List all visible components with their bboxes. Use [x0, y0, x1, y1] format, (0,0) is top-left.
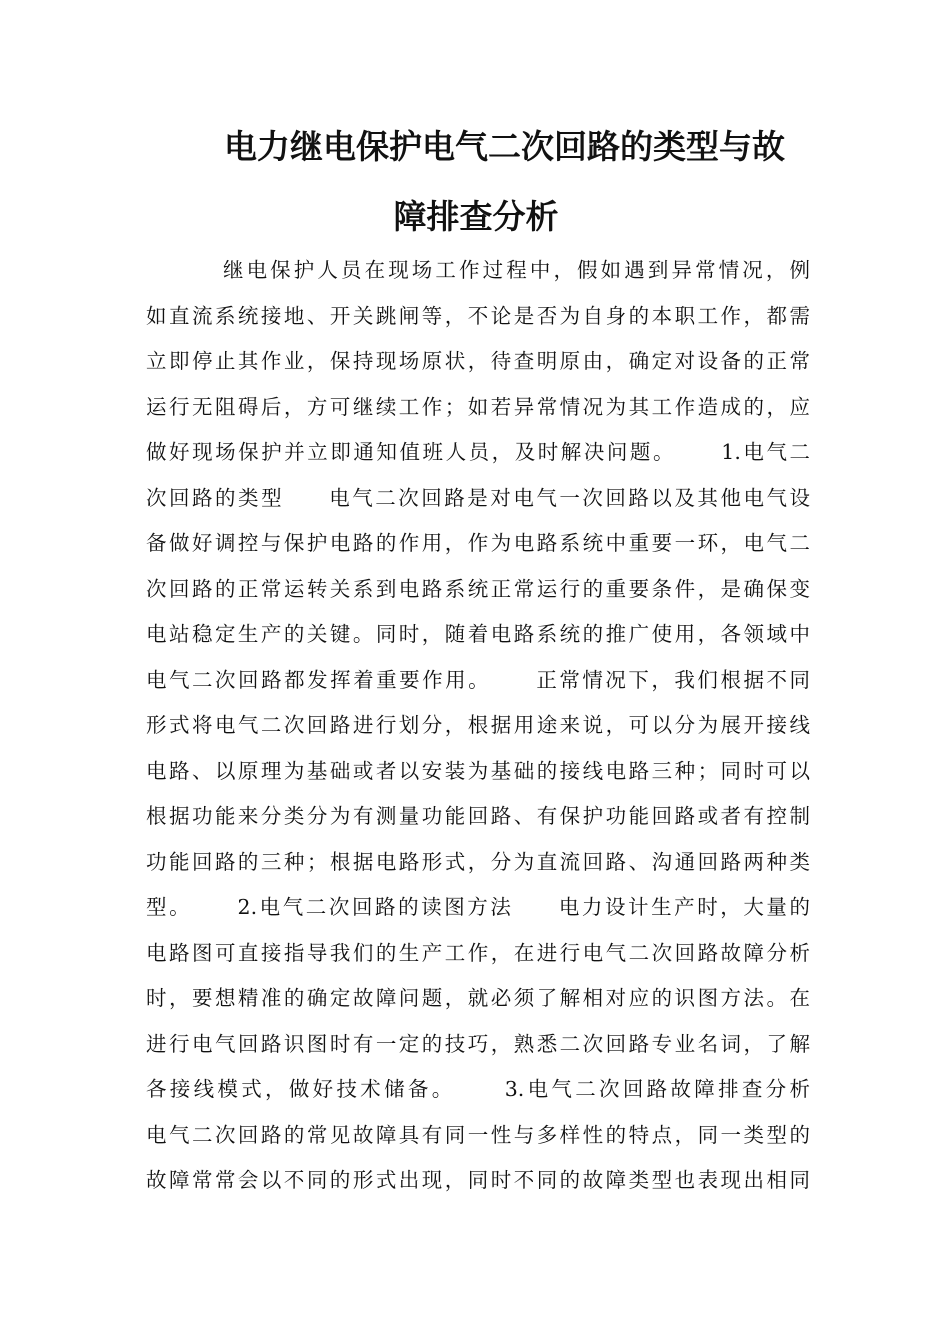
body-line: 做好现场保护并立即通知值班人员，及时解决问题。 1.电气二	[146, 440, 810, 464]
body-line: 电路、以原理为基础或者以安装为基础的接线电路三种；同时可以	[146, 758, 810, 783]
body-line: 功能回路的三种；根据电路形式，分为直流回路、沟通回路两种类	[146, 849, 810, 874]
title-line-1: 电力继电保护电气二次回路的类型与故	[224, 127, 785, 166]
body-line: 电站稳定生产的关键。同时，随着电路系统的推广使用，各领域中	[146, 622, 810, 646]
body-line: 次回路的正常运转关系到电路系统正常运行的重要条件，是确保变	[146, 576, 810, 601]
body-line: 电路图可直接指导我们的生产工作，在进行电气二次回路故障分析	[146, 940, 810, 965]
body-line: 形式将电气二次回路进行划分，根据用途来说，可以分为展开接线	[146, 713, 810, 737]
body-line: 运行无阻碍后，方可继续工作；如若异常情况为其工作造成的，应	[146, 394, 810, 419]
title-line-2: 障排查分析	[393, 197, 559, 236]
body-line: 根据功能来分类分为有测量功能回路、有保护功能回路或者有控制	[146, 804, 810, 828]
body-line: 进行电气回路识图时有一定的技巧，熟悉二次回路专业名词，了解	[146, 1031, 810, 1056]
body-line: 电气二次回路的常见故障具有同一性与多样性的特点，同一类型的	[146, 1122, 810, 1147]
body-line: 时，要想精准的确定故障问题，就必须了解相对应的识图方法。在	[146, 986, 810, 1010]
body-line: 各接线模式，做好技术储备。 3.电气二次回路故障排查分析	[146, 1077, 810, 1101]
body-line: 如直流系统接地、开关跳闸等，不论是否为自身的本职工作，都需	[146, 303, 810, 328]
body-line: 立即停止其作业，保持现场原状，待查明原由，确定对设备的正常	[146, 349, 810, 373]
body-line: 型。 2.电气二次回路的读图方法 电力设计生产时，大量的	[146, 895, 810, 919]
body-line: 继电保护人员在现场工作过程中，假如遇到异常情况，例	[146, 258, 810, 282]
body-line: 备做好调控与保护电路的作用，作为电路系统中重要一环，电气二	[146, 531, 810, 555]
document-title	[146, 112, 806, 252]
body-line: 故障常常会以不同的形式出现，同时不同的故障类型也表现出相同	[146, 1168, 810, 1192]
document-body	[146, 248, 810, 1204]
body-line: 次回路的类型 电气二次回路是对电气一次回路以及其他电气设	[146, 485, 810, 510]
body-line: 电气二次回路都发挥着重要作用。 正常情况下，我们根据不同	[146, 667, 810, 692]
